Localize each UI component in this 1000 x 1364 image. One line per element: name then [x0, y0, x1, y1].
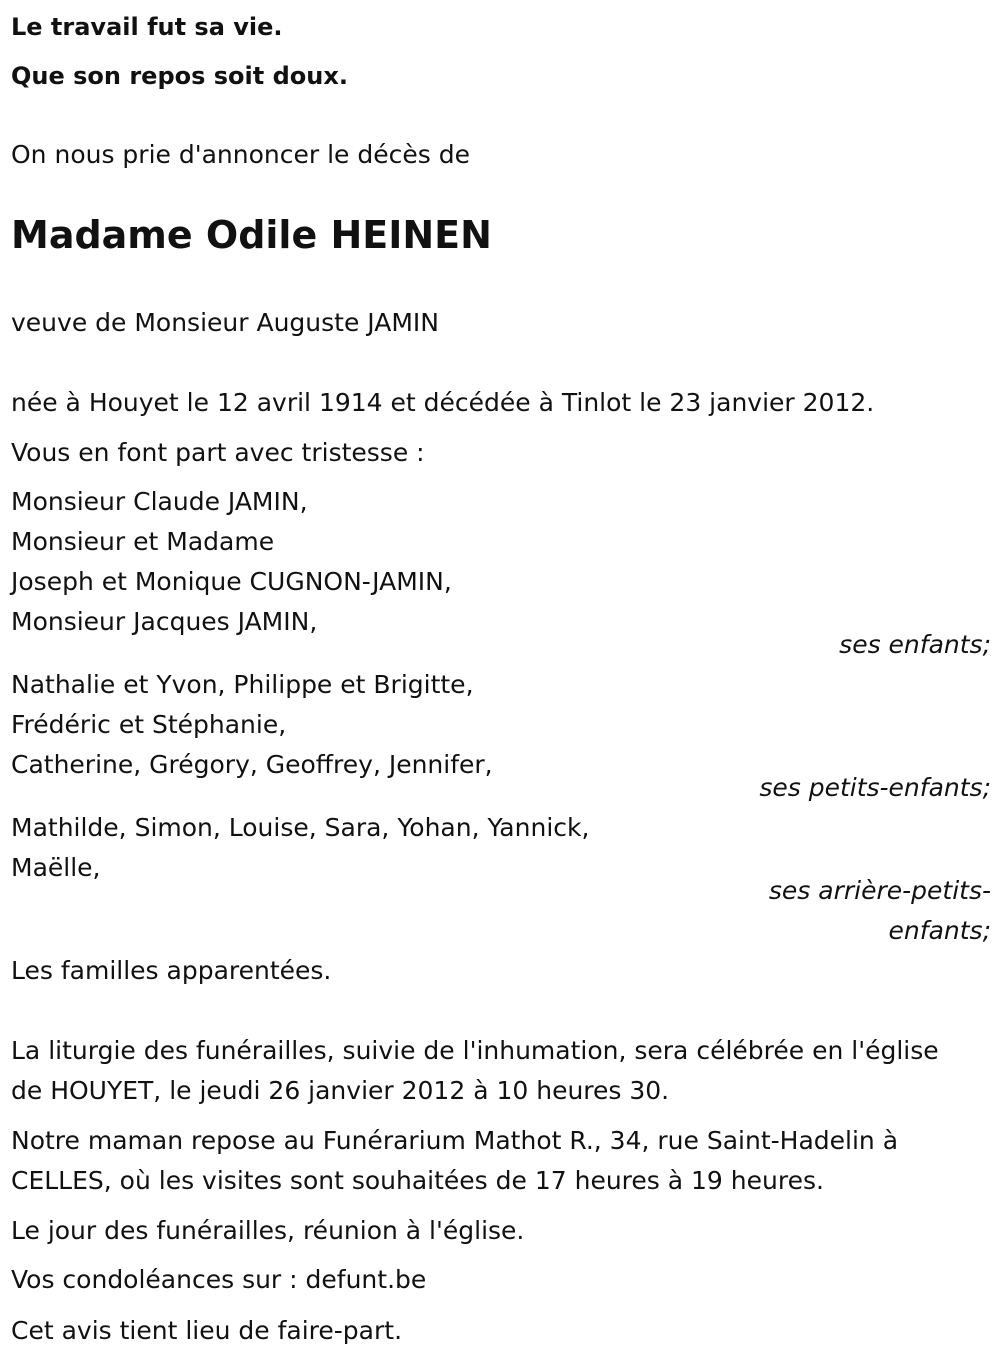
motto-line-2: Que son repos soit doux. [11, 62, 348, 90]
deceased-name: Madame Odile HEINEN [11, 213, 492, 257]
families-text: Les familles apparentées. [11, 956, 332, 985]
notice-text: Cet avis tient lieu de faire-part. [11, 1316, 403, 1345]
announce-text: Vous en font part avec tristesse : [11, 438, 425, 467]
funerarium-line-1: Notre maman repose au Funérarium Mathot R., 34, rue Saint-Hadelin à [11, 1126, 899, 1155]
children-line: Joseph et Monique CUGNON-JAMIN, [11, 567, 452, 596]
children-label: ses enfants; [839, 630, 991, 659]
intro-text: On nous prie d'annoncer le décès de [11, 140, 470, 169]
motto-line-1: Le travail fut sa vie. [11, 13, 283, 41]
liturgy-line-1: La liturgie des funérailles, suivie de l'inhumation, sera célébrée en l'église [11, 1036, 939, 1065]
grandchildren-line: Catherine, Grégory, Geoffrey, Jennifer, [11, 750, 493, 779]
condolences-text: Vos condoléances sur : defunt.be [11, 1265, 427, 1294]
widow-of-text: veuve de Monsieur Auguste JAMIN [11, 308, 439, 337]
children-line: Monsieur et Madame [11, 527, 275, 556]
great-grandchildren-line: Maëlle, [11, 853, 101, 882]
children-line: Monsieur Claude JAMIN, [11, 487, 308, 516]
day-of-text: Le jour des funérailles, réunion à l'église. [11, 1216, 525, 1245]
great-grandchildren-line: Mathilde, Simon, Louise, Sara, Yohan, Yannick, [11, 813, 590, 842]
great-grandchildren-label-cont: enfants; [888, 916, 991, 945]
funerarium-line-2: CELLES, où les visites sont souhaitées de 17 heures à 19 heures. [11, 1166, 824, 1195]
grandchildren-line: Nathalie et Yvon, Philippe et Brigitte, [11, 670, 474, 699]
children-line: Monsieur Jacques JAMIN, [11, 607, 318, 636]
great-grandchildren-label: ses arrière-petits- [768, 876, 991, 905]
grandchildren-line: Frédéric et Stéphanie, [11, 710, 287, 739]
grandchildren-label: ses petits-enfants; [759, 773, 991, 802]
birth-death-text: née à Houyet le 12 avril 1914 et décédée à Tinlot le 23 janvier 2012. [11, 388, 875, 417]
liturgy-line-2: de HOUYET, le jeudi 26 janvier 2012 à 10 heures 30. [11, 1076, 670, 1105]
